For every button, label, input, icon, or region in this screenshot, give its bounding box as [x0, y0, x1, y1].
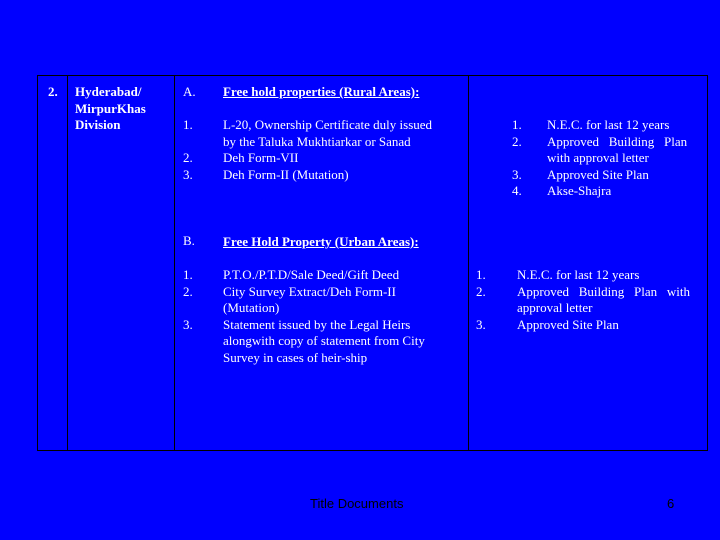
section-a-doc-1-line-2: by the Taluka Mukhtiarkar or Sanad	[223, 133, 411, 149]
table-bottom-border	[37, 450, 708, 451]
section-b-approval-2-line-2: approval letter	[517, 300, 593, 315]
section-b-doc-3-num: 3.	[183, 316, 193, 332]
section-a-approval-1-num: 1.	[512, 117, 522, 132]
section-a-approval-3-line-1: Approved Site Plan	[547, 166, 649, 182]
column-divider-serial	[67, 75, 68, 451]
section-a-doc-3-num: 3.	[183, 166, 193, 182]
section-b-heading: Free Hold Property (Urban Areas):	[223, 234, 419, 249]
section-b-approval-3-line-1: Approved Site Plan	[517, 316, 619, 332]
division-name-line-2: MirpurKhas	[75, 100, 146, 116]
footer-page-number: 6	[667, 496, 675, 511]
section-a-doc-1-line-1: L-20, Ownership Certificate duly issued	[223, 117, 433, 132]
section-b-doc-2-line-1: City Survey Extract/Deh Form-II	[223, 283, 396, 299]
section-b-letter: B.	[183, 233, 195, 248]
section-a-letter: A.	[183, 84, 196, 99]
section-a-approval-2-num: 2.	[512, 133, 522, 149]
section-b-doc-1-num: 1.	[183, 267, 193, 282]
table-top-border	[37, 75, 708, 76]
section-a-approval-3-num: 3.	[512, 166, 522, 182]
section-b-approval-3-num: 3.	[476, 316, 486, 332]
division-name-line-1: Hyderabad/	[75, 84, 142, 99]
section-a-approval-4-line-1: Akse-Shajra	[547, 183, 612, 198]
section-b-doc-3-line-1: Statement issued by the Legal Heirs	[223, 316, 411, 332]
section-b-doc-3-line-2: alongwith copy of statement from City	[223, 333, 425, 348]
serial-number: 2.	[48, 84, 58, 99]
section-b-doc-2-line-2: (Mutation)	[223, 300, 280, 315]
section-b-doc-3-line-3: Survey in cases of heir-ship	[223, 349, 368, 365]
section-a-doc-2-line-1: Deh Form-VII	[223, 150, 299, 165]
table-right-border	[707, 75, 708, 451]
section-a-doc-3-line-1: Deh Form-II (Mutation)	[223, 166, 349, 182]
section-b-approval-2-line-1: Approved Building Plan with	[517, 283, 690, 299]
column-divider-division	[174, 75, 175, 451]
section-b-approval-1-line-1: N.E.C. for last 12 years	[517, 267, 640, 282]
column-divider-documents	[468, 75, 469, 451]
section-b-approval-1-num: 1.	[476, 267, 486, 282]
section-b-doc-1-line-1: P.T.O./P.T.D/Sale Deed/Gift Deed	[223, 267, 400, 282]
division-name-line-3: Division	[75, 117, 121, 132]
section-a-approval-4-num: 4.	[512, 183, 522, 198]
section-b-doc-2-num: 2.	[183, 283, 193, 299]
table-left-border	[37, 75, 38, 451]
section-a-doc-1-num: 1.	[183, 117, 193, 132]
section-a-approval-1-line-1: N.E.C. for last 12 years	[547, 117, 670, 132]
section-b-approval-2-num: 2.	[476, 283, 486, 299]
section-a-heading: Free hold properties (Rural Areas):	[223, 84, 420, 99]
section-a-approval-2-line-1: Approved Building Plan	[547, 133, 688, 149]
section-a-approval-2-line-2: with approval letter	[547, 150, 649, 165]
footer-title: Title Documents	[310, 496, 404, 511]
section-a-doc-2-num: 2.	[183, 150, 193, 165]
